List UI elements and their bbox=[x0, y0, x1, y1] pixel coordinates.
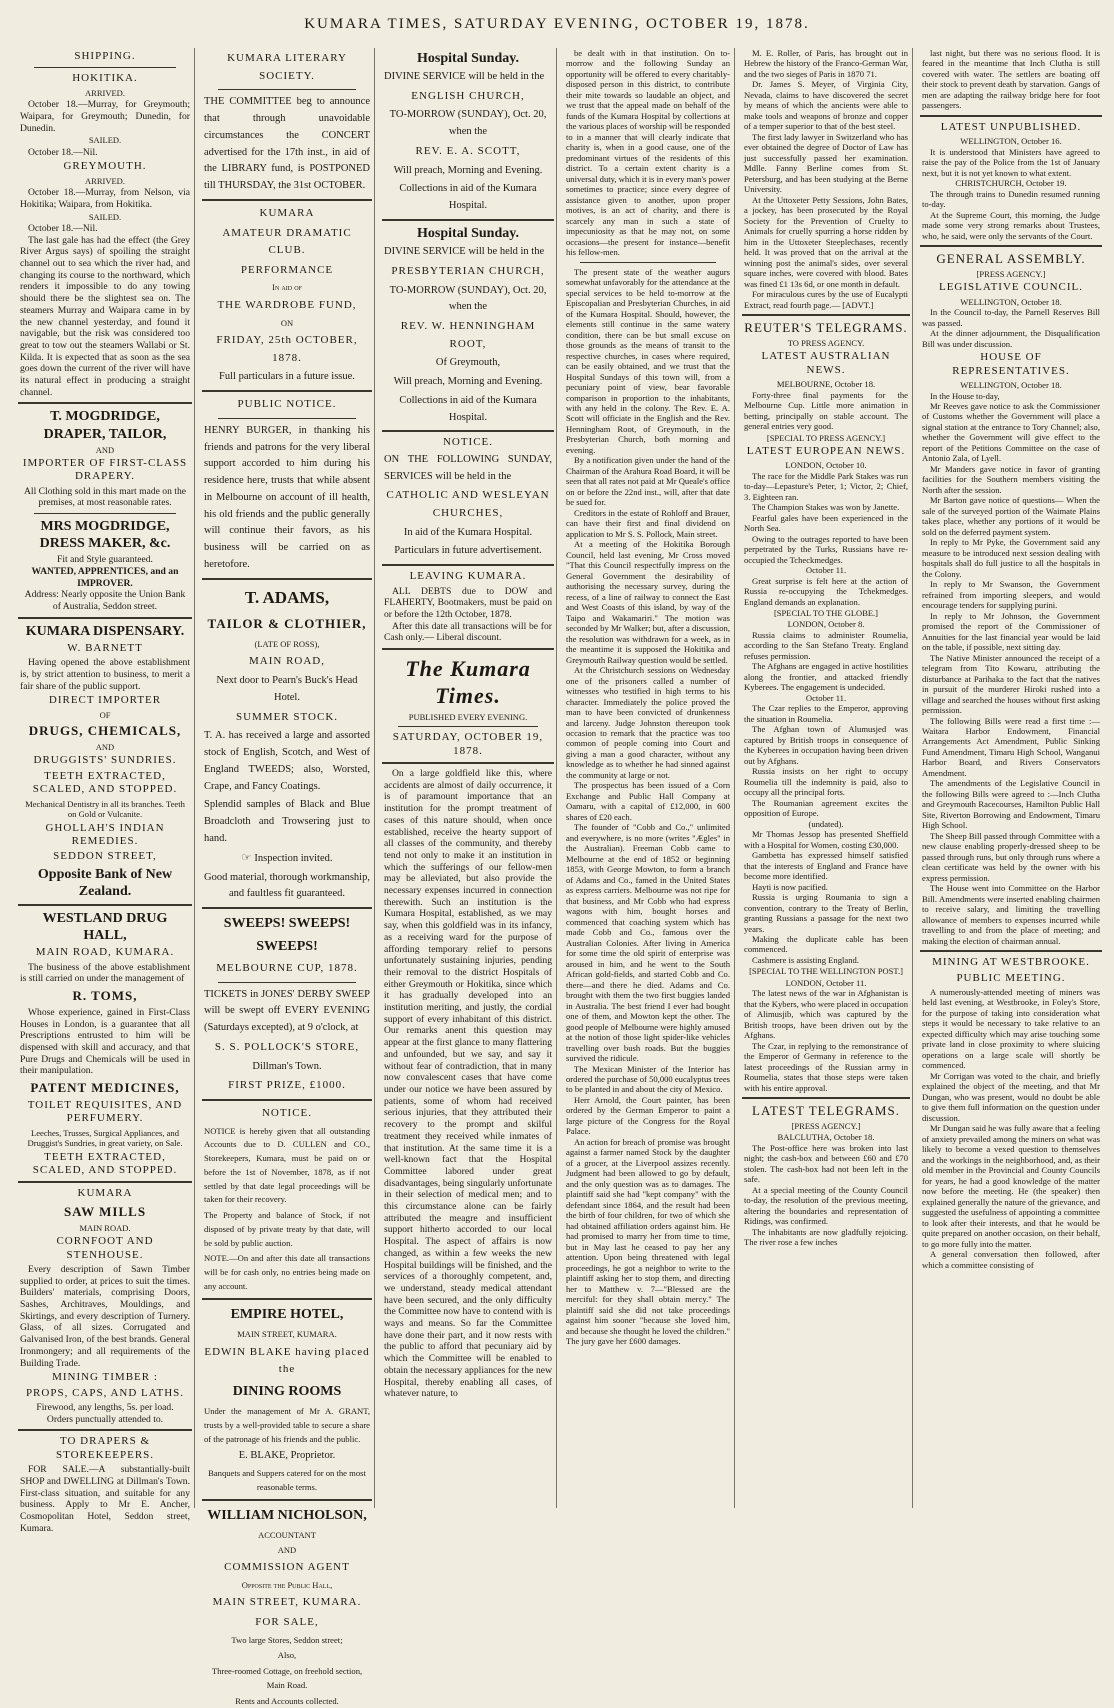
ad-text: Fit and Style guaranteed. bbox=[57, 554, 153, 566]
shipping-text: October 18.—Murray, from Nelson, via Hokitika; Waipara, from Hokitika. bbox=[20, 187, 190, 210]
news-paragraph: A general conversation then followed, after which a committee consisting of bbox=[922, 1249, 1100, 1270]
telegram-text: The Native Minister announced the receipt of a telegram from Tito Kowaru, attributing the disturbance at Parihaka to the fact that the natives in pursuit of the murderer Hiroki rushed into a village and searched the houses without first asking permission. bbox=[922, 652, 1100, 716]
telegram-text: Russia is urging Roumania to sign a convention, contrary to the Treaty of Berlin, granting Russians a passage for the next two years. bbox=[744, 892, 908, 934]
telegram-text: The Post-office here was broken into last night; the cash-box and between £60 and £70 stolen. The cash-box had not been left in the safe. bbox=[744, 1142, 908, 1185]
telegram-text: The Afghans are engaged in active hostilities along the frontier, and attacked friendly Kyberees. The engagement is undecided. bbox=[744, 661, 908, 693]
ad-text: In aid of the Kumara Hospital. bbox=[403, 526, 533, 538]
ad-text: CATHOLIC AND WESLEYAN CHURCHES, bbox=[386, 489, 550, 520]
news-paragraph: The present state of the weather augurs somewhat unfavorably for the attendance at the special services to be held to-morrow at the Episcopalian and Presbyterian Churches, in aid of the Kumara Hospital. Should, however, the elements still continue in the same watery condition, there can be but small excuse on those grounds as the means of transit to the respective churches, in cases where required, can be easily obtained, and we trust that the Hospital Sundays of this town will, from a pecuniary point of view, bear favorable comparison in proportion to the inhabitants, with any held in the colony. The Rev. E. A. Scott will officiate in the English and the Rev. Henningham Root, of Greymouth, in the Presbyterian Church, both morning and evening. bbox=[566, 266, 730, 455]
news-paragraph: An action for breach of promise was brought against a farmer named Stock by the daughter of a grocer, at the Liverpool assizes recently. Judgment had been allowed to go by default, and the only question was as to damages. The plaintiff said she had "kept company" with the defendant since 1864, and the result had been the birth of four children, for two of which she had obtained affiliation orders against him. He had promised to marry her from time to time, but in May last he ceased to pay her any attention. Upon being threatened with legal proceedings, he got a neighbor to write to the plaintiff asking her to stop them, and directing her to Matthew v. 7—"Blessed are the merciful: for they shall obtain mercy." The plaintiff said she did not take proceedings against him sooner "because she loved him, and because she thought he loved the children." The jury gave her £600 damages. bbox=[566, 1136, 730, 1347]
telegram-text: Mr Barton gave notice of questions— When the sale of the surveyed portion of the Waimate Plains takes place, whether any portions of it would be sold on the deferred payment system. bbox=[922, 495, 1100, 537]
telegram-text: The Champion Stakes was won by Janette. bbox=[752, 502, 900, 513]
section-sub: [PRESS AGENCY.] bbox=[791, 1121, 861, 1131]
telegram-text: The Czar, in replying to the remonstrance of the Emperor of Germany in reference to the latest proceedings of the Russian army in Roumelia, states that those steps were taken with his entire approval. bbox=[744, 1040, 908, 1093]
news-paragraph: Mr Dungan said he was fully aware that a feeling of anxiety prevailed among the miners on what was likely to become a vexed question to themselves and the workings in the neighborhood, and, as their old member in the Provincial and County Councils for years, he had a good knowledge of the matter now before the meeting. He (the speaker) then explained generally the nature of the grievance, and suggested the usefulness of appointing a committee to look after their interests, and that he would be quite prepared on another occasion, on their behalf, to go more fully into the matter. bbox=[922, 1123, 1100, 1249]
telegram-text: At the dinner adjournment, the Disqualification Bill was under discussion. bbox=[922, 328, 1100, 349]
telegram-text: In reply to Mr Johnson, the Government promised the report of the Commissioner of Annuities for the last financial year would be laid on the table, if possible, next sitting day. bbox=[922, 610, 1100, 653]
ad-text: KUMARA bbox=[77, 1187, 133, 1200]
ad-heading: DINING ROOMS bbox=[232, 1383, 342, 1399]
news-paragraph: Mr Corrigan was voted to the chair, and briefly explained the object of the meeting, and that Mr Dungan, who was present, would no doubt be able to give them full information on the question under discussion. bbox=[922, 1070, 1100, 1123]
arrived-label: ARRIVED. bbox=[85, 175, 125, 186]
ad-text: FIRST PRIZE, £1000. bbox=[228, 1079, 346, 1092]
telegram-text: In the House to-day, bbox=[930, 390, 1000, 401]
ad-text: Inspection invited. bbox=[254, 852, 333, 864]
ad-text: Firewood, any lengths, 5s. per load. bbox=[36, 1402, 174, 1414]
sailed-label: SAILED. bbox=[88, 211, 122, 222]
telegram-text: Cashmere is assisting England. bbox=[752, 954, 859, 965]
telegram-text: At the Supreme Court, this morning, the Judge made some very strong remarks about Trustees, who, he said, were only the servants of the Court. bbox=[922, 209, 1100, 241]
telegram-text: Russia insists on her right to occupy Roumelia till the indemnity is paid, also to occupy all the principal forts. bbox=[744, 766, 908, 798]
telegram-text: last night, but there was no serious flood. It is feared in the meantime that Inch Clutha is still covered with water. The settlers are boating off their stock to prevent death by starvation. Gangs of men are adapting the railway bridge here for foot passengers. bbox=[922, 48, 1100, 111]
ad-text: TEETH EXTRACTED, SCALED, AND STOPPED. bbox=[32, 1150, 178, 1177]
news-paragraph: The founder of "Cobb and Co.," unlimited and everywhere, is no more (writes "Ægles" in the Australian). Freeman Cobb came to Melbourne at the end of 1852 or beginning 1853, with George Mowton, to form a branch of Adams and Co., famed in the United States as express carriers. Melbourne was not ripe for that business, and Mr Cobb who had express wagons with him, bought horses and commenced that coaching system which has made Cobb and Co., famous over the Australian Colonies. After living in America for some time the old spirit of enterprise was aroused in him, and he went to the South African gold-fields, and started Cobb and Co. there—and there he died. Adams and Co. brought with them the two first buggies landed in Australia. The best friend I ever had bought one of them, and Mowton kept the other. The good people of Melbourne were highly amused at the notion of those light spider-like vehicles travelling over bush roads. But the buggies survived the ridicule. bbox=[566, 822, 730, 1064]
telegram-text: Mr Manders gave notice in favor of granting facilities for the Southern members visiting the North after the session. bbox=[922, 463, 1100, 495]
ad-text: W. BARNETT bbox=[67, 641, 143, 654]
telegram-text: The Afghan town of Alumusjed was captured by British troops in consequence of the Kyberees in occupation having been driven out by Afghans. bbox=[744, 724, 908, 766]
masthead: KUMARA TIMES, SATURDAY EVENING, OCTOBER 19, 1878. bbox=[304, 16, 810, 32]
issue-date: SATURDAY, OCTOBER 19, 1878. bbox=[392, 731, 544, 757]
ad-text: OF bbox=[99, 709, 111, 720]
ad-text: NOTE.—On and after this date all transactions will be for cash only, no entries being made on any account. bbox=[204, 1253, 370, 1291]
ad-text: Three-roomed Cottage, on freehold section, Main Road. bbox=[211, 1666, 363, 1690]
ad-heading: LEAVING KUMARA. bbox=[409, 570, 527, 583]
ad-text: Will preach, Morning and Evening. bbox=[393, 164, 543, 176]
greymouth-heading: GREYMOUTH. bbox=[63, 160, 147, 173]
telegram-text: Great surprise is felt here at the action of Russia re-occupying the Tchekmedges. England demands an explanation. bbox=[744, 575, 908, 607]
telegram-text: The Czar replies to the Emperor, approving the situation in Roumelia. bbox=[744, 703, 908, 724]
ad-text: ENGLISH CHURCH, bbox=[411, 89, 525, 102]
ad-text: After this date all transactions will be for Cash only.— Liberal discount. bbox=[384, 620, 552, 644]
ad-text: Leeches, Trusses, Surgical Appliances, and Druggist's Sundries, in great variety, on Sale. bbox=[27, 1127, 183, 1149]
arrived-label: ARRIVED. bbox=[85, 87, 125, 98]
ad-text: PROPS, CAPS, AND LATHS. bbox=[25, 1386, 185, 1399]
telegram-text: Forty-three final payments for the Melbourne Cup. Little more animation in betting, principally on stable account. The general entries very good. bbox=[744, 389, 908, 432]
ad-text: TO-MORROW (SUNDAY), Oct. 20, when the bbox=[389, 109, 547, 138]
ad-text: EDWIN BLAKE having placed the bbox=[204, 1345, 370, 1376]
ad-text: FRIDAY, 25th OCTOBER, 1878. bbox=[216, 334, 358, 364]
ad-text: SUMMER STOCK. bbox=[235, 710, 339, 723]
section-heading: LATEST AUSTRALIAN NEWS. bbox=[761, 350, 891, 376]
ad-text: Particulars in future advertisement. bbox=[394, 545, 542, 557]
ad-text: E. BLAKE, Proprietor. bbox=[238, 1450, 336, 1462]
ad-heading: TO DRAPERS & STOREKEEPERS. bbox=[55, 1435, 155, 1461]
columns bbox=[16, 48, 1104, 1706]
ad-text: ON THE FOLLOWING SUNDAY, SERVICES will be held in the bbox=[384, 453, 552, 482]
section-heading: LEGISLATIVE COUNCIL. bbox=[938, 281, 1084, 294]
ad-text: NOTICE is hereby given that all outstanding Accounts due to D. CULLEN and CO., Storekeepers, Kumara, must be paid on or before the 1st of November, 1878, as if not settled by that date legal proceedings will be taken for their recovery. bbox=[204, 1125, 370, 1205]
ad-text: Will preach, Morning and Evening. bbox=[393, 376, 543, 388]
section-heading: MINING AT WESTBROOKE. bbox=[932, 956, 1090, 969]
ad-text: REV. E. A. SCOTT, bbox=[415, 145, 521, 158]
news-paragraph: For miraculous cures by the use of Eucalypti Extract, read fourth page.— [ADVT.] bbox=[744, 289, 908, 310]
ad-text: FOR SALE.—A substantially-built SHOP and DWELLING at Dillman's Town. First-class situation, and suitable for any business. Apply to Mr E. Ancher, Cosmopolitan Hotel, Seddon street, Kumara. bbox=[20, 1464, 190, 1534]
column-5 bbox=[740, 48, 913, 1508]
ad-text: KUMARA bbox=[259, 206, 315, 219]
ad-text: AND bbox=[277, 1544, 297, 1555]
ad-heading: AMATEUR DRAMATIC CLUB. bbox=[222, 226, 352, 257]
ad-heading: Hospital Sunday. bbox=[417, 51, 519, 66]
news-paragraph: The Mexican Minister of the Interior has ordered the purchase of 50,000 eucalyptus trees to be planted in and about the city of Mexico. bbox=[566, 1063, 730, 1095]
news-paragraph: The prospectus has been issued of a Corn Exchange and Public Hall Company at Oamaru, with a capital of £12,000, in 600 shares of £20 each. bbox=[566, 780, 730, 822]
ad-text: Two large Stores, Seddon street; bbox=[231, 1634, 343, 1645]
ad-text: THE COMMITTEE beg to announce that through unavoidable circumstances the CONCERT advertised for the 17th inst., in aid of the LIBRARY fund, is POSTPONED till THURSDAY, the 31st OCTOBER. bbox=[204, 96, 370, 192]
ad-text: Having opened the above establishment is, by strict attention to business, to merit a fair share of the public support. bbox=[20, 657, 190, 692]
telegram-text: In the Council to-day, the Parnell Reserves Bill was passed. bbox=[922, 307, 1100, 328]
section-sub: [SPECIAL TO THE WELLINGTON POST.] bbox=[749, 966, 903, 977]
ad-heading: DRUGS, CHEMICALS, bbox=[28, 723, 182, 739]
section-sub: [SPECIAL TO THE GLOBE.] bbox=[773, 608, 879, 619]
ad-text: WANTED, APPRENTICES, and an IMPROVER. bbox=[31, 566, 179, 589]
ad-text: The business of the above establishment is still carried on under the management of bbox=[20, 961, 190, 985]
ad-text: MELBOURNE CUP, 1878. bbox=[216, 961, 358, 974]
ad-text: Every description of Sawn Timber supplied to order, at prices to suit the times. Builders' materials, comprising Doors, Sashes, Architraves, Mouldings, and Skirtings, and every description of Turnery. Glass, of all sizes. Corrugated and Galvanised Iron, of the best brands. General Ironmongery; and all requirements of the Building Trade. bbox=[20, 1263, 190, 1369]
ad-heading: WILLIAM NICHOLSON, bbox=[207, 1507, 367, 1523]
telegram-text: The amendments of the Legislative Council in the following Bills were agreed to :—Inch Clutha and Greymouth Racecourses, Hamilton Public Hall Site, Riverton Borrowing and Endowment, Timaru High School. bbox=[922, 778, 1100, 831]
telegram-text: Mr Reeves gave notice to ask the Commissioner of Customs whether the Government will place a signal station at the entrance to Tory Channel; also, whether the Government will give effect to the report of the Petitions Committee on the case of Antonio Zala, of Lyell. bbox=[922, 400, 1100, 464]
editorial-text: On a large goldfield like this, where accidents are almost of daily occurrence, it is of paramount importance that an institution for the prompt treatment of cases of this nature should, when once established, receive the hearty support of all classes of the community, and thereby tend not only to make it an institution in which the sufferings of our fellow-men may be alleviated, but also provide the necessary expenses incurred in connection therewith. Such an institution is the Kumara Hospital, established, as we may say, when this goldfield was in its infancy, as a receiving ward for the purpose of affording temporary relief to persons unfortunately sustaining injuries, pending their removal to the district Hospitals of either Greymouth or Hokitika, since which it has gradually developed into an institution meriting, and justly, the cordial support of every inhabitant of this district. Our remarks anent this question may appear at the first glance to many flattering and unfounded, but we say, and say it without fear of contradiction, that in many now convalescent cases that have come under our notice we have been assured by patients, some of whom had received serious injuries, that they attributed their recovery to the prompt and skilful treatment they received while inmates of that institution. At the same time it is a well-known fact that the Hospital Committee labored under great disadvantages, being singularly unfortunate in their selection of medical men; and to this circumstance alone can be fairly attributed the meagre and insufficient support hitherto accorded to our local Hospital. The aspect of affairs is now changed, as within a few weeks the new Hospital buildings will be finished, and the services of a thoroughly competent, and, we understand, steady medical attendant have been secured, and the only difficulty the Committee now have to contend with is ways and means. So far the Committee have done their part, and it now rests with the public to afford that pecuniary aid by which the Committee will be enabled to obtain the necessary appliances for the new Hospital, thereby enabling all cases, of whatever nature, to bbox=[384, 768, 552, 1400]
pointing-hand-icon: ☞ bbox=[241, 851, 252, 864]
telegram-text: The inhabitants are now gladfully rejoicing. The river rose a few inches bbox=[744, 1226, 908, 1248]
ad-text: MAIN ROAD, KUMARA. bbox=[35, 946, 175, 959]
shipping-text: October 18.—Nil. bbox=[28, 222, 98, 234]
column-6 bbox=[918, 48, 1104, 1508]
section-heading: GENERAL ASSEMBLY. bbox=[936, 251, 1086, 267]
telegram-text: The Roumanian agreement excites the opposition of Europe. bbox=[744, 797, 908, 819]
ad-text: Good material, thorough workmanship, and faultless fit guaranteed. bbox=[204, 871, 370, 900]
ad-text: Opposite the Public Hall, bbox=[241, 1579, 333, 1590]
ad-text: MAIN STREET, KUMARA. bbox=[212, 1596, 362, 1609]
dateline: LONDON, October 11. bbox=[785, 977, 867, 988]
ad-text: Collections in aid of the Kumara Hospital. bbox=[399, 394, 537, 423]
dateline: BALCLUTHA, October 18. bbox=[777, 1132, 875, 1143]
ad-text: DIRECT IMPORTER bbox=[48, 694, 162, 707]
column-4 bbox=[562, 48, 735, 1508]
column-3 bbox=[380, 48, 557, 1508]
section-heading: LATEST TELEGRAMS. bbox=[752, 1103, 900, 1119]
telegram-text: Owing to the outrages reported to have been perpetrated by the Turks, Russians have re-occupied the Tcheckmedges. bbox=[744, 533, 908, 565]
dateline: LONDON, October 10. bbox=[785, 460, 867, 471]
ad-heading: R. TOMS, bbox=[72, 987, 138, 1003]
telegram-text: Fearful gales have been experienced in the North Sea. bbox=[744, 512, 908, 534]
section-sub: TO PRESS AGENCY. bbox=[787, 337, 865, 348]
telegram-text: Russia claims to administer Roumelia, according to the San Stefano Treaty. England refuses permission. bbox=[744, 629, 908, 661]
ad-text: MAIN ROAD. bbox=[79, 1222, 131, 1233]
ad-text: PRESBYTERIAN CHURCH, bbox=[391, 264, 545, 277]
section-heading: PUBLIC MEETING. bbox=[956, 971, 1066, 984]
ad-text: COMMISSION AGENT bbox=[224, 1561, 350, 1574]
dateline: (undated). bbox=[808, 818, 844, 829]
ad-text: ON bbox=[280, 317, 294, 328]
ad-heading: T. MOGDRIDGE, DRAPER, TAILOR, bbox=[43, 409, 167, 442]
ad-text: ALL DEBTS due to DOW and FLAHERTY, Bootmakers, must be paid on or before the 12th October, 1878. bbox=[384, 585, 552, 621]
dateline: LONDON, October 8. bbox=[787, 619, 865, 630]
news-paragraph: Herr Arnold, the Court painter, has been ordered by the German Emperor to paint a large picture of the Congress for the Royal Palace. bbox=[566, 1094, 730, 1137]
ad-text: Whose experience, gained in First-Class Houses in London, is a guarantee that all Prescriptions entrusted to him will be dispensed with skill and accuracy, and that Pure Drugs and Chemicals will be used in their manipulation. bbox=[20, 1006, 190, 1077]
shipping-heading: SHIPPING. bbox=[74, 50, 136, 62]
dateline: CHRISTCHURCH, October 19. bbox=[955, 178, 1067, 189]
ad-text: Also, bbox=[277, 1650, 297, 1661]
ad-text: Opposite Bank of New Zealand. bbox=[37, 866, 173, 899]
telegram-text: In reply to Mr Pyke, the Government said any measure to be introduced next session dealing with hospitals shall do full justice to all the hospitals in the Colony. bbox=[922, 537, 1100, 579]
published-line: PUBLISHED EVERY EVENING. bbox=[408, 711, 528, 722]
ad-text: DIVINE SERVICE will be held in the bbox=[384, 71, 545, 83]
telegram-text: The latest news of the war in Afghanistan is that the Kybers, who were placed in occupation of Alimusjib, which was captured by the British troops, have been driven out by the Afghans. bbox=[744, 988, 908, 1041]
column-2 bbox=[200, 48, 375, 1706]
ad-text: Next door to Pearn's Buck's Head Hotel. bbox=[216, 675, 358, 703]
dateline: MELBOURNE, October 18. bbox=[776, 379, 876, 390]
ad-text: S. S. POLLOCK'S STORE, bbox=[214, 1040, 360, 1053]
ad-text: AND bbox=[95, 444, 115, 455]
sailed-label: SAILED. bbox=[88, 135, 122, 146]
telegram-text: The House went into Committee on the Harbor Bill. Amendments were inserted enabling chairmen to receive salary, and limiting the travelling allowance of members to expenses incurred while travelling to and from the place of meeting; and making the election of chairman annual. bbox=[922, 883, 1100, 946]
ad-text: TICKETS in JONES' DERBY SWEEP will be swept off EVERY EVENING (Saturdays excepted), at 9 o'clock, at bbox=[204, 988, 370, 1034]
ad-text: Of Greymouth, bbox=[435, 357, 501, 369]
news-paragraph: M. E. Roller, of Paris, has brought out in Hebrew the history of the Franco-German War, and the two sieges of Paris in 1870 71. bbox=[744, 48, 908, 79]
ad-text: (LATE OF ROSS), bbox=[254, 638, 320, 649]
ad-text: DRUGGISTS' SUNDRIES. bbox=[33, 754, 177, 767]
article-paragraph: The last gale has had the effect (the Grey River Argus says) of spoiling the straight channel out to sea which the river had, and changing its course to the northward, which renders it impossible to do any towing should there be the slightest sea on. The steamers Murray and Waipara came in by the new channel yesterday, and found it navigable, but the risk was considered too great to tow out the steamers Wallabi or St. Kilda. It is expected that as soon as the sea goes down the current of the river will have its natural effect in producing a straight channel. bbox=[20, 234, 190, 398]
news-paragraph: At the Christchurch sessions on Wednesday one of the prisoners called a number of witnesses who testified in high terms to his character. Immediately the police proved the man to have been convicted of drunkenness and larceny. Judge Johnston thereupon took occasion to remark that the practice was too common of people coming into Court and giving a man a good character, without any knowledge as to whether he had sinned against the community at large or not. bbox=[566, 665, 730, 780]
ad-text: ACCOUNTANT bbox=[258, 1530, 316, 1541]
ad-text: Full particulars in a future issue. bbox=[219, 371, 355, 383]
telegram-text: It is understood that Ministers have agreed to raise the pay of the Police from the 1st of January next, but it is not yet known to what extent. bbox=[922, 146, 1100, 178]
telegram-text: The through trains to Dunedin resumed running to-day. bbox=[922, 188, 1100, 210]
ad-heading: SAW MILLS bbox=[63, 1203, 147, 1219]
ad-text: SEDDON STREET, bbox=[53, 850, 157, 863]
shipping-text: October 18.—Nil. bbox=[28, 146, 98, 158]
section-heading: LATEST EUROPEAN NEWS. bbox=[746, 444, 906, 457]
ad-text: MAIN ROAD, bbox=[249, 655, 325, 668]
telegram-text: In reply to Mr Swanson, the Government refrained from importing sleepers, and would encourage tenders for supplying purini. bbox=[922, 579, 1100, 611]
telegram-text: The race for the Middle Park Stakes was run to-day—Lepasture's Peter, 1; Victor, 2; Chief, 3. Eighteen ran. bbox=[744, 470, 908, 502]
ad-text: Dillman's Town. bbox=[252, 1060, 322, 1072]
ad-heading: PATENT MEDICINES, bbox=[30, 1080, 180, 1096]
telegram-text: Mr Thomas Jessop has presented Sheffield with a Hospital for Women, costing £30,000. bbox=[744, 829, 908, 850]
ad-text: FOR SALE, bbox=[255, 1616, 319, 1629]
telegram-text: The following Bills were read a first time :—Waitara Harbor Endowment, Financial Arrangements Act Amendment, Public Sinking Fund Amendment, Timaru High School, Wanganui Harbor Board, and Rivers Conservators Amendment. bbox=[922, 715, 1100, 778]
section-heading: LATEST UNPUBLISHED. bbox=[940, 120, 1082, 133]
ad-text: Address: Nearly opposite the Union Bank of Australia, Seddon street. bbox=[24, 589, 186, 613]
ad-heading: KUMARA LITERARY SOCIETY. bbox=[227, 52, 347, 82]
news-paragraph: The first lady lawyer in Switzerland who has ever obtained the degree of Doctor of Law has just successfully passed her examination. Mdlle. Fanny Berline comes from St. Petersburg, and has been studying at the Berne University. bbox=[744, 131, 908, 195]
ad-heading: WESTLAND DRUG HALL, bbox=[42, 910, 168, 944]
ad-text: CORNFOOT AND STENHOUSE. bbox=[56, 1235, 154, 1261]
ad-text: AND bbox=[95, 742, 115, 753]
ad-heading: PUBLIC NOTICE. bbox=[237, 398, 337, 411]
telegram-text: At a special meeting of the County Council to-day, the resolution of the previous meeting, altering the boundaries and representation of Ridings, was confirmed. bbox=[744, 1184, 908, 1227]
ad-text: Mechanical Dentistry in all its branches. Teeth on Gold or Vulcanite. bbox=[25, 798, 185, 820]
telegram-text: Gambetta has expressed himself satisfied that the interests of England and France have become more identified. bbox=[744, 850, 908, 882]
ad-heading: EMPIRE HOTEL, bbox=[230, 1306, 344, 1322]
ad-text: MINING TIMBER : bbox=[52, 1371, 158, 1384]
column-1 bbox=[16, 48, 195, 1534]
ad-text: T. A. has received a large and assorted stock of English, Scotch, and West of England TWEEDS; also, Worsted, Crape, and Fancy Coatings. bbox=[204, 730, 370, 792]
ad-text: PERFORMANCE bbox=[240, 263, 334, 276]
ad-text: THE WARDROBE FUND, bbox=[217, 298, 357, 311]
news-paragraph: A numerously-attended meeting of miners was held last evening, at Westbrooke, in Foley's Store, for the purpose of taking into consideration what steps it would be necessary to take relative to an expected difficulty which may arise touching some private land in close proximity to where sluicing operations on a large scale will shortly be commenced. bbox=[922, 986, 1100, 1071]
ad-heading: NOTICE. bbox=[261, 1106, 313, 1119]
dateline: WELLINGTON, October 18. bbox=[960, 296, 1062, 307]
section-heading: REUTER'S TELEGRAMS. bbox=[744, 320, 908, 336]
ad-text: REV. W. HENNINGHAM ROOT, bbox=[400, 320, 536, 350]
telegram-text: Hayti is now pacified. bbox=[752, 881, 828, 892]
ad-text: TEETH EXTRACTED, SCALED, AND STOPPED. bbox=[32, 769, 178, 796]
ad-text: GHOLLAH'S INDIAN REMEDIES. bbox=[45, 821, 165, 847]
hokitika-heading: HOKITIKA. bbox=[72, 72, 138, 85]
ad-heading: MRS MOGDRIDGE, DRESS MAKER, &c. bbox=[39, 519, 171, 552]
section-sub: [SPECIAL TO PRESS AGENCY.] bbox=[766, 432, 886, 443]
ad-text: In aid of bbox=[272, 282, 302, 293]
shipping-text: October 18.—Murray, for Greymouth; Waipara, for Greymouth; Dunedin, for Dunedin. bbox=[20, 99, 190, 134]
ad-text: The Property and balance of Stock, if not disposed of by private treaty by that date, will be sold by public auction. bbox=[204, 1210, 370, 1248]
ad-text: Collections in aid of the Kumara Hospital. bbox=[399, 183, 537, 212]
news-paragraph: At a meeting of the Hokitika Borough Council, held last evening, Mr Cross moved "That this Council respectfully impress on the General Government the desirability of authorising the necessary survey, during the recess, of a line of railway to connect the East and West Coasts of this island, by way of the Taipo and Wakamariri." The motion was seconded by Mr Walker; but, after a discussion, the resolution was withdrawn for a week, as in the meantime it is supposed the Hokitika and Greymouth Railway question would be settled. bbox=[566, 539, 730, 665]
newspaper-title: The Kumara Times. bbox=[405, 656, 531, 709]
ad-text: Orders punctually attended to. bbox=[46, 1413, 164, 1425]
telegram-text: The Sheep Bill passed through Committee with a new clause enabling properly-dressed sheep to be passed through runs, but only through runs where a clean certificate was held by the owner with his express permission. bbox=[922, 830, 1100, 883]
ad-text: Under the management of Mr A. GRANT, trusts by a well-provided table to secure a share of the patronage of his friends and the public. bbox=[204, 1406, 370, 1444]
news-paragraph: At the Uttoxeter Petty Sessions, John Bates, a jockey, has been prosecuted by the Royal Society for the Prevention of Cruelty to Animals for cruelly spurring a horse ridden by him in the Uttoxeter Steeplechases, recently held. It was proved that on the arrival at the winning post the animal's sides, over several square inches, were covered with blood. Bates was fined £1 13s 6d, or one month in default. bbox=[744, 194, 908, 289]
section-sub: [PRESS AGENCY.] bbox=[976, 269, 1046, 280]
ad-text: Splendid samples of Black and Blue Broadcloth and Trowsering just to hand. bbox=[204, 799, 370, 845]
news-paragraph: Creditors in the estate of Rohloff and Brauer, can have their first and final dividend on application to Mr S. S. Pollock, Main street. bbox=[566, 507, 730, 539]
ad-text: Rents and Accounts collected. bbox=[235, 1695, 339, 1706]
ad-text: TOILET REQUISITES, AND PERFUMERY. bbox=[27, 1098, 183, 1125]
ad-text: HENRY BURGER, in thanking his friends and patrons for the very liberal support accorded to him during his residence here, trusts that while absent in Melbourne on account of ill health, his old friends and the public generally will continue their favors, as his business will be carried on as heretofore. bbox=[204, 424, 370, 571]
ad-text: Banquets and Suppers catered for on the most reasonable terms. bbox=[208, 1468, 366, 1492]
ad-heading: TAILOR & CLOTHIER, bbox=[207, 616, 367, 632]
ad-heading: NOTICE. bbox=[442, 436, 494, 449]
news-paragraph: By a notification given under the hand of the Chairman of the Arahura Road Board, it will be seen that all rates not paid at Mr Queale's office on or before the 22nd inst., will, after that date be sued for. bbox=[566, 455, 730, 508]
news-paragraph: Dr. James S. Meyer, of Virginia City, Nevada, claims to have discovered the secret by means of which the ancients were able to make tools and weapons of bronze and copper of a temper superior to that of the best steel. bbox=[744, 79, 908, 132]
dateline: October 11. bbox=[805, 692, 847, 703]
dateline: October 11. bbox=[805, 565, 847, 576]
ad-text: IMPORTER OF FIRST-CLASS DRAPERY. bbox=[22, 456, 188, 483]
ad-text: DIVINE SERVICE will be held in the bbox=[384, 246, 545, 258]
editorial-text: be dealt with in that institution. On to-morrow and the following Sunday an opportunity will be offered to every charitably-disposed person in this district, to contribute their mite towards so laudable an object, and we trust that the appeal made on behalf of the funds of the Kumara Hospital by collections at the various places of worship will be responded to in a manner that will clearly indicate that charity is, when in a good cause, one of the predominant virtues of the residents of this district. To a certain extent charity is a universal duty, which it is in every man's power sometimes to practice; since every degree of assistance given to another, upon proper motives, is an act of charity, and there is scarcely any man in such a state of impecuniosity as that he may not, on some occasions—the present for instance—benefit his fellow-men. bbox=[566, 48, 730, 258]
ad-heading: T. ADAMS, bbox=[244, 587, 330, 607]
ad-text: All Clothing sold in this mart made on the premises, at most reasonable rates. bbox=[23, 485, 187, 509]
ad-text: MAIN STREET, KUMARA. bbox=[237, 1328, 337, 1339]
section-heading: HOUSE OF REPRESENTATIVES. bbox=[952, 351, 1070, 377]
dateline: WELLINGTON, October 18. bbox=[960, 380, 1062, 391]
ad-heading: Hospital Sunday. bbox=[417, 226, 519, 242]
dateline: WELLINGTON, October 16. bbox=[960, 136, 1062, 147]
ad-heading: KUMARA DISPENSARY. bbox=[25, 623, 185, 639]
telegram-text: Making the duplicate cable has been commenced. bbox=[744, 934, 908, 955]
ad-heading: SWEEPS! SWEEPS! SWEEPS! bbox=[223, 916, 351, 954]
ad-text: TO-MORROW (SUNDAY), Oct. 20, when the bbox=[389, 284, 547, 313]
